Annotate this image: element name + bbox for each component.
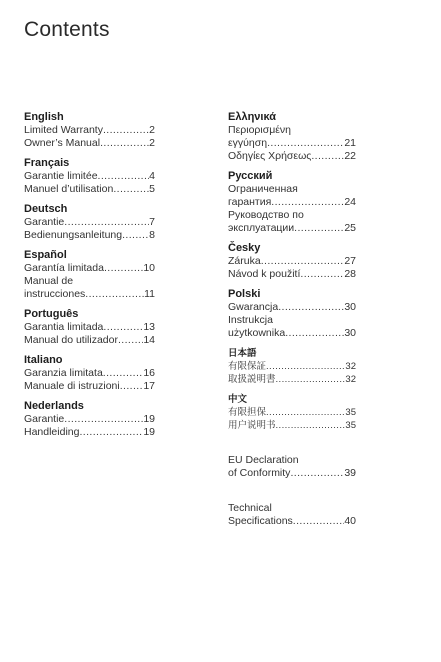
toc-entry-row [228,373,356,386]
page-number: 28 [344,268,356,280]
page-number: 4 [149,170,155,182]
page-number: 22 [344,150,356,162]
dot-leader [64,216,149,229]
toc-entry-row [24,183,155,196]
toc-section [24,308,155,347]
language-heading: Español [24,249,67,261]
toc-entry-row [228,150,356,163]
toc-entry-row [24,124,155,137]
page-number: 2 [149,137,155,149]
toc-entry-title: Garantia limitada [24,321,104,333]
toc-section [228,393,356,432]
toc-entry-row [228,268,356,281]
dot-leader [285,327,344,340]
toc-entry-row [228,467,356,480]
language-heading: Česky [228,242,261,254]
toc-entry-title: instrucciones [24,288,86,300]
page-number: 32 [345,361,356,372]
dot-leader [120,380,144,393]
dot-leader [122,229,149,242]
page-number: 19 [143,426,155,438]
toc-entry[interactable] [228,150,356,163]
toc-section [24,249,155,301]
toc-entry-row [228,255,356,268]
toc-entry-row [24,137,155,150]
toc-entry-title: Garantie [24,413,65,425]
language-heading: Deutsch [24,203,68,215]
toc-entry-title: эксплуатации [228,222,295,234]
language-heading: Nederlands [24,400,84,412]
toc-entry[interactable] [228,502,356,528]
page-number: 13 [143,321,155,333]
dot-leader [85,288,144,301]
page-number: 25 [344,222,356,234]
toc-section [228,439,356,480]
toc-entry-title: Gwarancja [228,301,279,313]
toc-entry[interactable] [228,406,356,419]
page-number: 8 [149,229,155,241]
toc-entry[interactable] [24,229,155,242]
page-number: 21 [344,137,356,149]
dot-leader [276,419,346,432]
toc-entry-row [228,360,356,373]
dot-leader [267,137,344,150]
page-number: 35 [345,420,356,431]
toc-entry-row [228,301,356,314]
toc-entry-title-line: Περιορισμένη [228,124,292,136]
page-number: 27 [344,255,356,267]
toc-entry-title-line: Manual de [24,275,74,287]
toc-entry-title: Návod k použití [228,268,301,280]
page-number: 39 [344,467,356,479]
toc-section [24,111,155,150]
toc-entry-title: гарантия [228,196,272,208]
dot-leader [261,255,345,268]
toc-entry-title: of Conformity [228,467,291,479]
dot-leader [98,170,150,183]
page-number: 2 [149,124,155,136]
toc-section [24,203,155,242]
toc-entry[interactable] [228,255,356,268]
toc-entry-title: Manuel d’utilisation [24,183,114,195]
page-number: 24 [344,196,356,208]
toc-entry-title-line: Руководство по [228,209,304,221]
page-number: 10 [143,262,155,274]
toc-entry[interactable] [24,275,155,301]
language-heading: 中文 [228,394,248,405]
toc-entry[interactable] [228,454,356,480]
page-number: 30 [344,327,356,339]
toc-entry-row [24,229,155,242]
toc-entry-row [24,170,155,183]
toc-entry-row [24,216,155,229]
toc-entry-row [24,321,155,334]
language-heading: Português [24,308,79,320]
toc-entry-title: 有限担保 [228,407,267,418]
toc-entry[interactable] [24,380,155,393]
dot-leader [118,334,143,347]
toc-entry-row [24,288,155,301]
toc-entry-title-line: Instrukcja [228,314,273,326]
toc-entry[interactable] [228,360,356,373]
toc-entry-row [24,413,155,426]
toc-entry-row [24,426,155,439]
page-number: 19 [143,413,155,425]
toc-entry[interactable] [24,262,155,275]
dot-leader [113,183,149,196]
toc-section [24,354,155,393]
toc-section [24,400,155,439]
toc-section [228,288,356,340]
toc-entry-row [228,222,356,235]
toc-entry-title: Záruka [228,255,261,267]
dot-leader [266,360,345,373]
dot-leader [294,222,344,235]
toc-entry-title-line: EU Declaration [228,454,299,466]
language-heading: Ελληνικά [228,111,276,123]
page-number: 30 [344,301,356,313]
language-heading: Français [24,157,70,169]
page-number: 5 [149,183,155,195]
dot-leader [103,367,144,380]
toc-entry-row [228,419,356,432]
toc-entry[interactable] [24,124,155,137]
toc-entry[interactable] [228,314,356,340]
dot-leader [276,373,346,386]
toc-section [228,111,356,163]
toc-entry-title: Bedienungsanleitung [24,229,123,241]
toc-entry-row [228,327,356,340]
contents-column-left [24,111,155,446]
toc-entry-title: Garanzia limitata [24,367,103,379]
toc-entry-row [24,380,155,393]
toc-entry[interactable] [24,413,155,426]
toc-entry-title-line: Technical [228,502,272,514]
dot-leader [311,150,344,163]
toc-entry-title: Οδηγίες Χρήσεως [228,150,312,162]
toc-entry[interactable] [228,419,356,432]
toc-entry-row [228,137,356,150]
toc-entry-title: Garantie limitée [24,170,98,182]
language-heading: Polski [228,288,261,300]
dot-leader [104,262,143,275]
language-heading: English [24,111,64,123]
language-heading: 日本語 [228,348,257,359]
toc-entry[interactable] [228,183,356,209]
page-number: 17 [143,380,155,392]
toc-entry[interactable] [24,334,155,347]
toc-entry[interactable] [24,426,155,439]
toc-entry-title-line: Ограниченная [228,183,298,195]
toc-entry-row [228,196,356,209]
dot-leader [278,301,344,314]
toc-entry-title: Handleiding [24,426,80,438]
page-number: 35 [345,407,356,418]
toc-entry-row [228,406,356,419]
toc-section [24,157,155,196]
language-heading: Русский [228,170,273,182]
toc-entry[interactable] [228,268,356,281]
toc-entry[interactable] [228,373,356,386]
toc-section [228,242,356,281]
toc-section [228,347,356,386]
toc-entry-title: Manual do utilizador [24,334,118,346]
toc-entry-row [228,515,356,528]
toc-entry[interactable] [228,124,356,150]
toc-entry[interactable] [24,367,155,380]
dot-leader [103,124,149,137]
page-number: 7 [149,216,155,228]
language-heading: Italiano [24,354,63,366]
toc-section [228,487,356,528]
page-number: 11 [144,288,155,300]
toc-entry-title: Garantie [24,216,65,228]
page-number: 16 [143,367,155,379]
toc-entry-title: Garantía limitada [24,262,104,274]
dot-leader [300,268,344,281]
dot-leader [293,515,345,528]
contents-column-right [228,111,356,535]
toc-entry[interactable] [24,183,155,196]
toc-entry-title: Owner’s Manual [24,137,101,149]
toc-entry[interactable] [228,301,356,314]
toc-entry-title: 有限保証 [228,361,267,372]
toc-entry[interactable] [24,137,155,150]
dot-leader [103,321,143,334]
toc-entry-title: Specifications [228,515,293,527]
dot-leader [79,426,143,439]
toc-entry-row [24,334,155,347]
toc-entry-title: użytkownika [228,327,286,339]
toc-entry[interactable] [24,321,155,334]
toc-entry-title: Manuale di istruzioni [24,380,120,392]
page-number: 14 [143,334,155,346]
page-number: 40 [344,515,356,527]
toc-section [228,170,356,235]
dot-leader [100,137,149,150]
toc-entry[interactable] [24,170,155,183]
toc-entry-title: 取扱説明書 [228,374,276,385]
toc-entry-title: εγγύηση [228,137,268,149]
dot-leader [266,406,345,419]
toc-entry-row [24,262,155,275]
dot-leader [271,196,344,209]
toc-entry-title: 用户说明书 [228,420,276,431]
toc-entry[interactable] [228,209,356,235]
dot-leader [64,413,143,426]
dot-leader [290,467,344,480]
toc-entry[interactable] [24,216,155,229]
toc-entry-row [24,367,155,380]
page-title: Contents [24,18,110,41]
page-number: 32 [345,374,356,385]
toc-entry-title: Limited Warranty [24,124,103,136]
